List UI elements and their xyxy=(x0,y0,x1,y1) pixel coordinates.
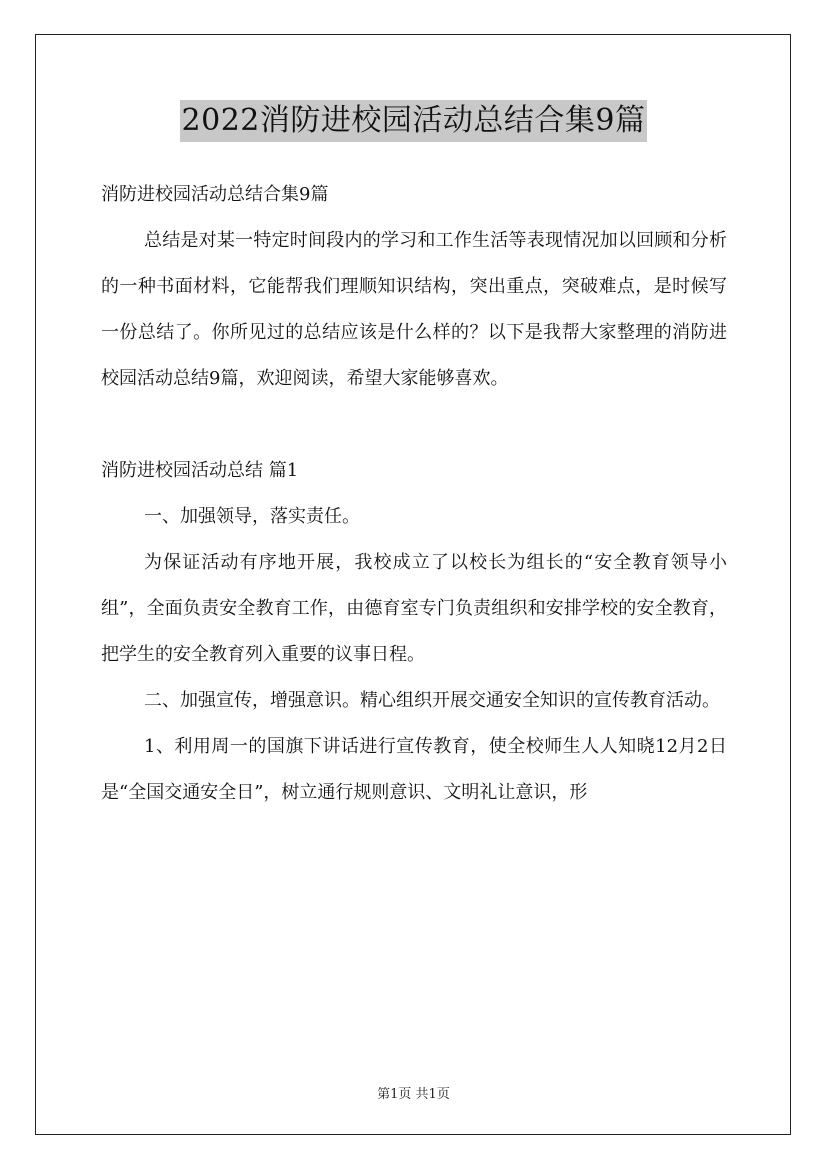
paragraph: 二、加强宣传，增强意识。精心组织开展交通安全知识的宣传教育活动。 xyxy=(144,690,720,711)
page-footer: 第1页 共1页 xyxy=(377,1087,450,1102)
document-body xyxy=(101,172,727,816)
document-title: 2022消防进校园活动总结合集9篇 xyxy=(180,100,648,142)
section-heading: 消防进校园活动总结 篇1 xyxy=(101,460,299,481)
intro-paragraph: 总结是对某一特定时间段内的学习和工作生活等表现情况加以回顾和分析的一种书面材料，它能帮我们理顺知识结构，突出重点，突破难点，是时候写一份总结了。你所见过的总结应该是什么样的？以下是我帮大家整理的消防进校园活动总结9篇，欢迎阅读，希望大家能够喜欢。 xyxy=(101,230,727,389)
title-block xyxy=(0,100,827,142)
document-subtitle: 消防进校园活动总结合集9篇 xyxy=(101,184,329,205)
section-spacer xyxy=(101,402,727,448)
paragraph: 一、加强领导，落实责任。 xyxy=(144,506,360,527)
paragraph: 为保证活动有序地开展，我校成立了以校长为组长的“安全教育领导小组”，全面负责安全教育工作，由德育室专门负责组织和安排学校的安全教育，把学生的安全教育列入重要的议事日程。 xyxy=(101,552,727,665)
paragraph: 1、利用周一的国旗下讲话进行宣传教育，使全校师生人人知晓12月2日是“全国交通安全日”，树立通行规则意识、文明礼让意识，形 xyxy=(101,736,727,803)
